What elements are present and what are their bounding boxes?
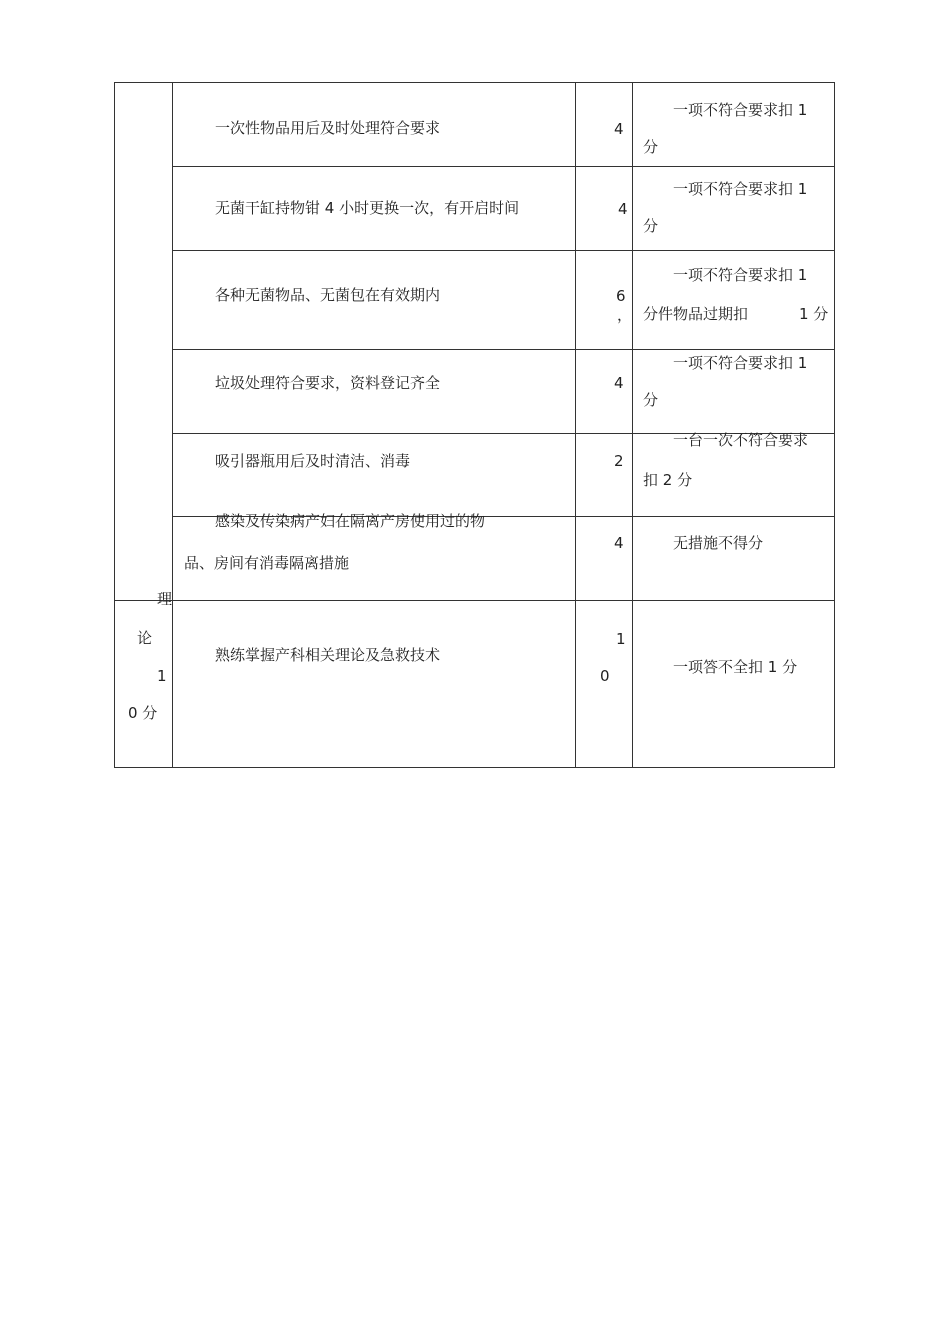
category-label: 0 分 (128, 704, 158, 722)
rule-text: 1 分 (799, 305, 829, 323)
table-border-top (114, 82, 835, 83)
rule-text: 一项不符合要求扣 1 (673, 101, 808, 119)
score-text: 4 (614, 120, 624, 138)
score-suffix: ， (617, 306, 633, 324)
score-text: 1 (616, 630, 626, 648)
rule-text: 扣 2 分 (643, 471, 693, 489)
item-text: 一次性物品用后及时处理符合要求 (215, 119, 441, 137)
row-divider (172, 166, 835, 167)
score-text: 6 (616, 287, 626, 305)
item-text: 品、房间有消毒隔离措施 (184, 554, 350, 572)
row-divider (172, 250, 835, 251)
rule-text: 一项答不全扣 1 分 (673, 658, 798, 676)
item-text: 垃圾处理符合要求，资料登记齐全 (215, 374, 441, 392)
item-text: 无菌干缸持物钳 4 小时更换一次，有开启时间 (215, 199, 520, 217)
rule-text: 一项不符合要求扣 1 (673, 266, 808, 284)
section-divider (114, 600, 835, 601)
column-divider (575, 82, 576, 768)
rule-text: 分 (643, 138, 659, 156)
column-divider (632, 82, 633, 768)
rule-text: 分 (643, 391, 659, 409)
rule-text: 一项不符合要求扣 1 (673, 180, 808, 198)
item-text: 感染及传染病产妇在隔离产房使用过的物 (215, 512, 486, 530)
rule-text: 分 (643, 217, 659, 235)
row-divider (172, 349, 835, 350)
rule-text: 分件物品过期扣 (643, 305, 749, 323)
item-text: 熟练掌握产科相关理论及急救技术 (215, 646, 441, 664)
score-text: 4 (614, 374, 624, 392)
category-label: 理 (157, 590, 173, 608)
table-border-bottom (114, 767, 835, 768)
table-border-right (834, 82, 835, 768)
column-divider (172, 82, 173, 768)
score-text: 0 (600, 667, 610, 685)
score-text: 4 (618, 200, 628, 218)
rule-text: 一项不符合要求扣 1 (673, 354, 808, 372)
item-text: 各种无菌物品、无菌包在有效期内 (215, 286, 441, 304)
item-text: 吸引器瓶用后及时清洁、消毒 (215, 452, 411, 470)
score-text: 2 (614, 452, 624, 470)
score-text: 4 (614, 534, 624, 552)
rule-text: 无措施不得分 (673, 534, 764, 552)
category-label: 论 (137, 629, 153, 647)
category-label: 1 (157, 667, 167, 685)
table-border-left (114, 82, 115, 768)
rule-text: 一台一次不符合要求 (673, 431, 809, 449)
